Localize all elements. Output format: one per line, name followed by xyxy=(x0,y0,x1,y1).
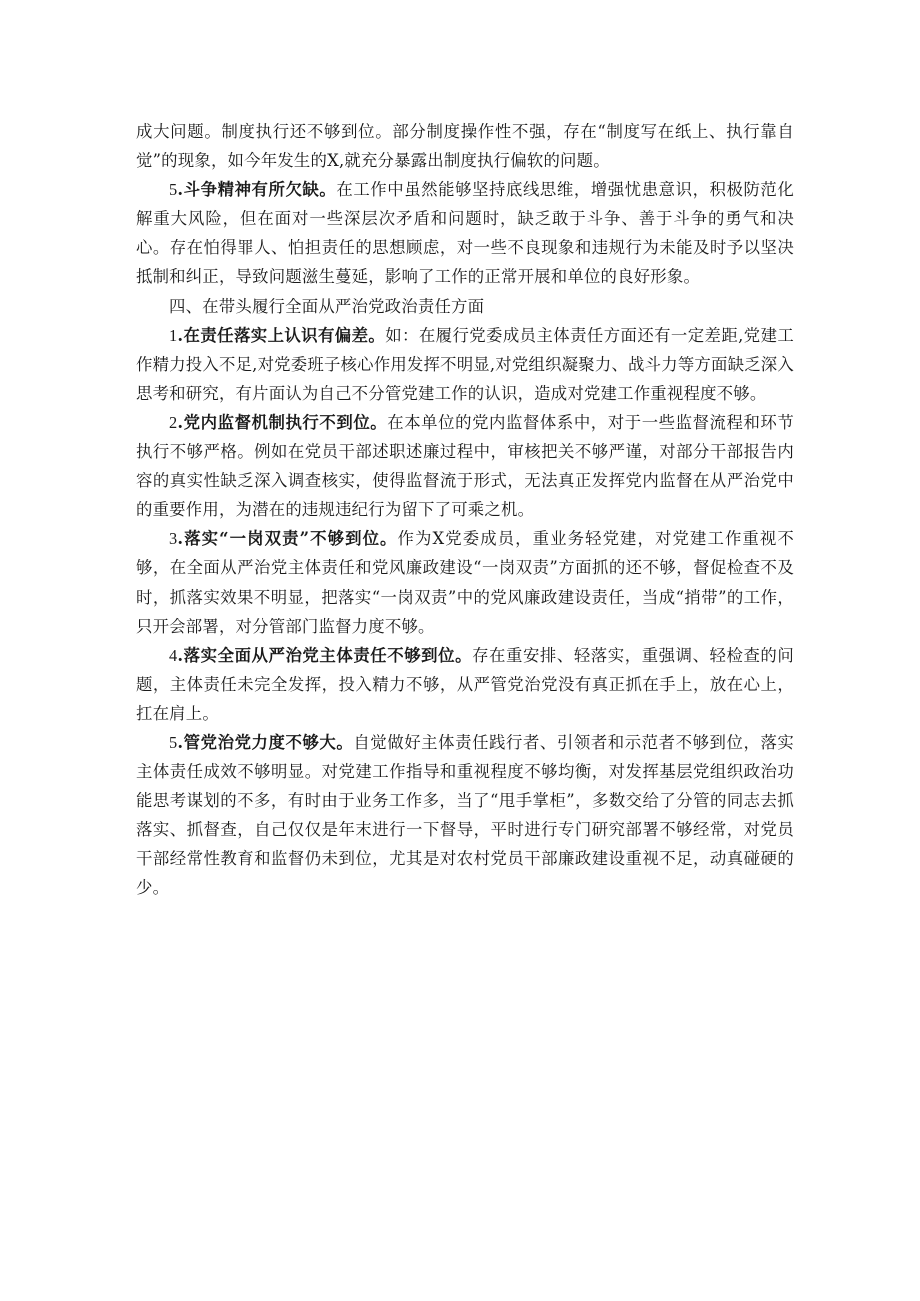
paragraph-item-1 xyxy=(136,321,794,408)
item-number: 2 xyxy=(169,412,178,432)
paragraph-body: 在工作中虽然能够坚持底线思维，增强忧患意识，积极防范化解重大风险，但在面对一些深层次矛盾和问题时，缺乏敢于斗争、善于斗争的勇气和决心。存在怕得罪人、怕担责任的思想顾虑，对一些不良现象和违规行为未能及时予以坚决抵制和纠正，导致问题滋生蔓延，影响了工作的正常开展和单位的良好形象。 xyxy=(136,180,794,287)
paragraph-item-2 xyxy=(136,408,794,524)
item-number: 1 xyxy=(169,325,178,345)
item-number: 3 xyxy=(169,529,178,549)
item-number: 4 xyxy=(169,645,178,665)
item-heading: .党内监督机制执行不到位。 xyxy=(177,412,388,432)
paragraph-body: 作为X党委成员，重业务轻党建，对党建工作重视不够，在全面从严治党主体责任和党风廉政建设“一岗双责”方面抓的还不够，督促检查不及时，抓落实效果不明显，把落实“一岗双责”中的党风廉政建设责任，当成“捎带”的工作，只开会部署，对分管部门监督力度不够。 xyxy=(136,529,794,636)
item-heading: .落实“一岗双责”不够到位。 xyxy=(177,529,398,549)
paragraph-item-5-struggle xyxy=(136,175,794,291)
paragraph-item-5 xyxy=(136,728,794,903)
item-number: 5 xyxy=(169,732,178,752)
paragraph-item-4 xyxy=(136,641,794,728)
paragraph-body: 存在重安排、轻落实，重强调、轻检查的问题，主体责任未完全发挥，投入精力不够，从严管党治党没有真正抓在手上，放在心上，扛在肩上。 xyxy=(136,645,794,723)
paragraph-body: 如：在履行党委成员主体责任方面还有一定差距,党建工作精力投入不足,对党委班子核心作用发挥不明显,对党组织凝聚力、战斗力等方面缺乏深入思考和研究，有片面认为自己不分管党建工作的认识，造成对党建工作重视程度不够。 xyxy=(136,325,794,403)
item-heading: .斗争精神有所欠缺。 xyxy=(177,180,337,200)
item-number: 5 xyxy=(169,180,178,200)
item-heading: .落实全面从严治党主体责任不够到位。 xyxy=(177,645,473,665)
paragraph-body: 在本单位的党内监督体系中，对于一些监督流程和环节执行不够严格。例如在党员干部述职述廉过程中，审核把关不够严谨，对部分干部报告内容的真实性缺乏深入调查核实，使得监督流于形式，无法真正发挥党内监督在从严治党中的重要作用，为潜在的违规违纪行为留下了可乘之机。 xyxy=(136,412,794,520)
document-page xyxy=(136,117,794,903)
item-heading: .在责任落实上认识有偏差。 xyxy=(177,325,386,345)
section-heading-four xyxy=(136,292,794,321)
paragraph-item-3 xyxy=(136,524,794,640)
paragraph-continuation xyxy=(136,117,794,175)
paragraph-body: 成大问题。制度执行还不够到位。部分制度操作性不强，存在“制度写在纸上、执行靠自觉”的现象，如今年发生的X,就充分暴露出制度执行偏软的问题。 xyxy=(136,122,794,171)
section-title: 四、在带头履行全面从严治党政治责任方面 xyxy=(169,296,485,316)
paragraph-body: 自觉做好主体责任践行者、引领者和示范者不够到位，落实主体责任成效不够明显。对党建工作指导和重视程度不够均衡，对发挥基层党组织政治功能思考谋划的不多，有时由于业务工作多，当了“甩手掌柜”，多数交给了分管的同志去抓落实、抓督查，自己仅仅是年末进行一下督导，平时进行专门研究部署不够经常，对党员干部经常性教育和监督仍未到位，尤其是对农村党员干部廉政建设重视不足，动真碰硬的少。 xyxy=(136,732,795,898)
item-heading: .管党治党力度不够大。 xyxy=(177,732,354,752)
